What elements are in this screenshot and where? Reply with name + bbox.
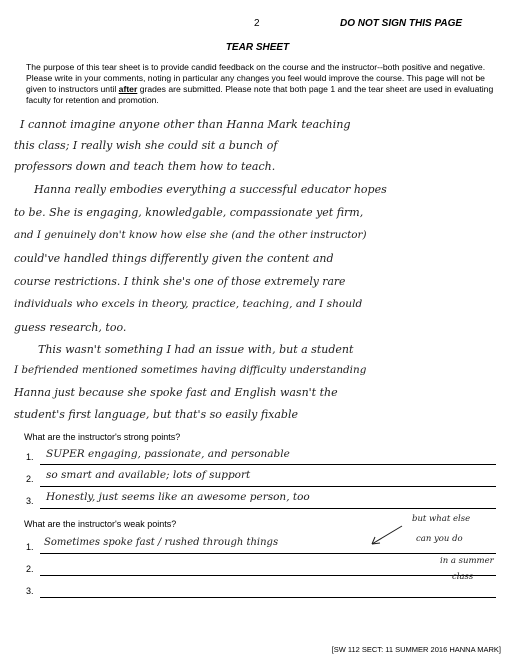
instructions-emphasis: after xyxy=(118,84,138,94)
comment-line: I befriended mentioned sometimes having difficulty understanding xyxy=(14,364,367,376)
margin-note-line: class xyxy=(452,572,474,582)
do-not-sign-warning: DO NOT SIGN THIS PAGE xyxy=(340,18,463,29)
answer-line xyxy=(40,508,496,509)
page-number: 2 xyxy=(254,18,260,29)
weak-point-answer[interactable]: Sometimes spoke fast / rushed through things xyxy=(44,537,279,548)
comment-line: This wasn't something I had an issue with, but a student xyxy=(38,343,354,356)
strong-point-answer[interactable]: Honestly, just seems like an awesome person, too xyxy=(46,491,310,503)
answer-line xyxy=(40,486,496,487)
comment-line: I cannot imagine anyone other than Hanna Mark teaching xyxy=(20,118,351,131)
comment-line: could've handled things differently given the content and xyxy=(14,252,334,265)
strong-point-number: 3. xyxy=(26,496,34,506)
strong-point-answer[interactable]: so smart and available; lots of support xyxy=(46,469,251,481)
instructions-part-1: The purpose of this tear sheet is to provide candid feedback on the course and the instructor--both positive and negative. Please write in your comments, noting in particular any changes you feel would improve the course. This page will not be given to instructors until xyxy=(26,62,486,94)
strong-point-number: 1. xyxy=(26,452,34,462)
comment-line: and I genuinely don't know how else she (and the other instructor) xyxy=(14,229,367,241)
answer-line xyxy=(40,575,496,576)
instructions-paragraph xyxy=(26,62,496,106)
answer-line xyxy=(40,553,496,554)
comment-line: guess research, too. xyxy=(14,321,127,334)
strong-points-question: What are the instructor's strong points? xyxy=(24,432,181,442)
comment-line: course restrictions. I think she's one of those extremely rare xyxy=(14,275,346,288)
weak-point-number: 1. xyxy=(26,542,34,552)
course-footer: [SW 112 SECT: 11 SUMMER 2016 HANNA MARK] xyxy=(331,645,501,654)
comment-line: this class; I really wish she could sit a bunch of xyxy=(14,139,278,152)
comment-line: professors down and teach them how to teach. xyxy=(14,160,276,173)
arrow-icon xyxy=(368,522,408,550)
strong-point-answer[interactable]: SUPER engaging, passionate, and personable xyxy=(46,448,290,460)
comment-line: Hanna just because she spoke fast and English wasn't the xyxy=(14,386,338,399)
margin-note-line: in a summer xyxy=(440,556,494,566)
comment-line: to be. She is engaging, knowledgable, compassionate yet firm, xyxy=(14,206,364,219)
comment-line: individuals who excels in theory, practice, teaching, and I should xyxy=(14,298,363,310)
margin-note-line: but what else xyxy=(412,514,471,524)
margin-note-line: can you do xyxy=(416,534,463,544)
page-title: TEAR SHEET xyxy=(225,42,290,53)
weak-points-question: What are the instructor's weak points? xyxy=(24,519,177,529)
instructions-part-2: grades are submitted. Please note that both page 1 and the tear sheet are used in evaluating faculty for retention and promotion. xyxy=(26,84,494,105)
strong-point-number: 2. xyxy=(26,474,34,484)
weak-point-number: 2. xyxy=(26,564,34,574)
answer-line xyxy=(40,464,496,465)
comment-line: Hanna really embodies everything a successful educator hopes xyxy=(34,183,387,196)
weak-point-number: 3. xyxy=(26,586,34,596)
comment-line: student's first language, but that's so easily fixable xyxy=(14,408,299,421)
answer-line xyxy=(40,597,496,598)
